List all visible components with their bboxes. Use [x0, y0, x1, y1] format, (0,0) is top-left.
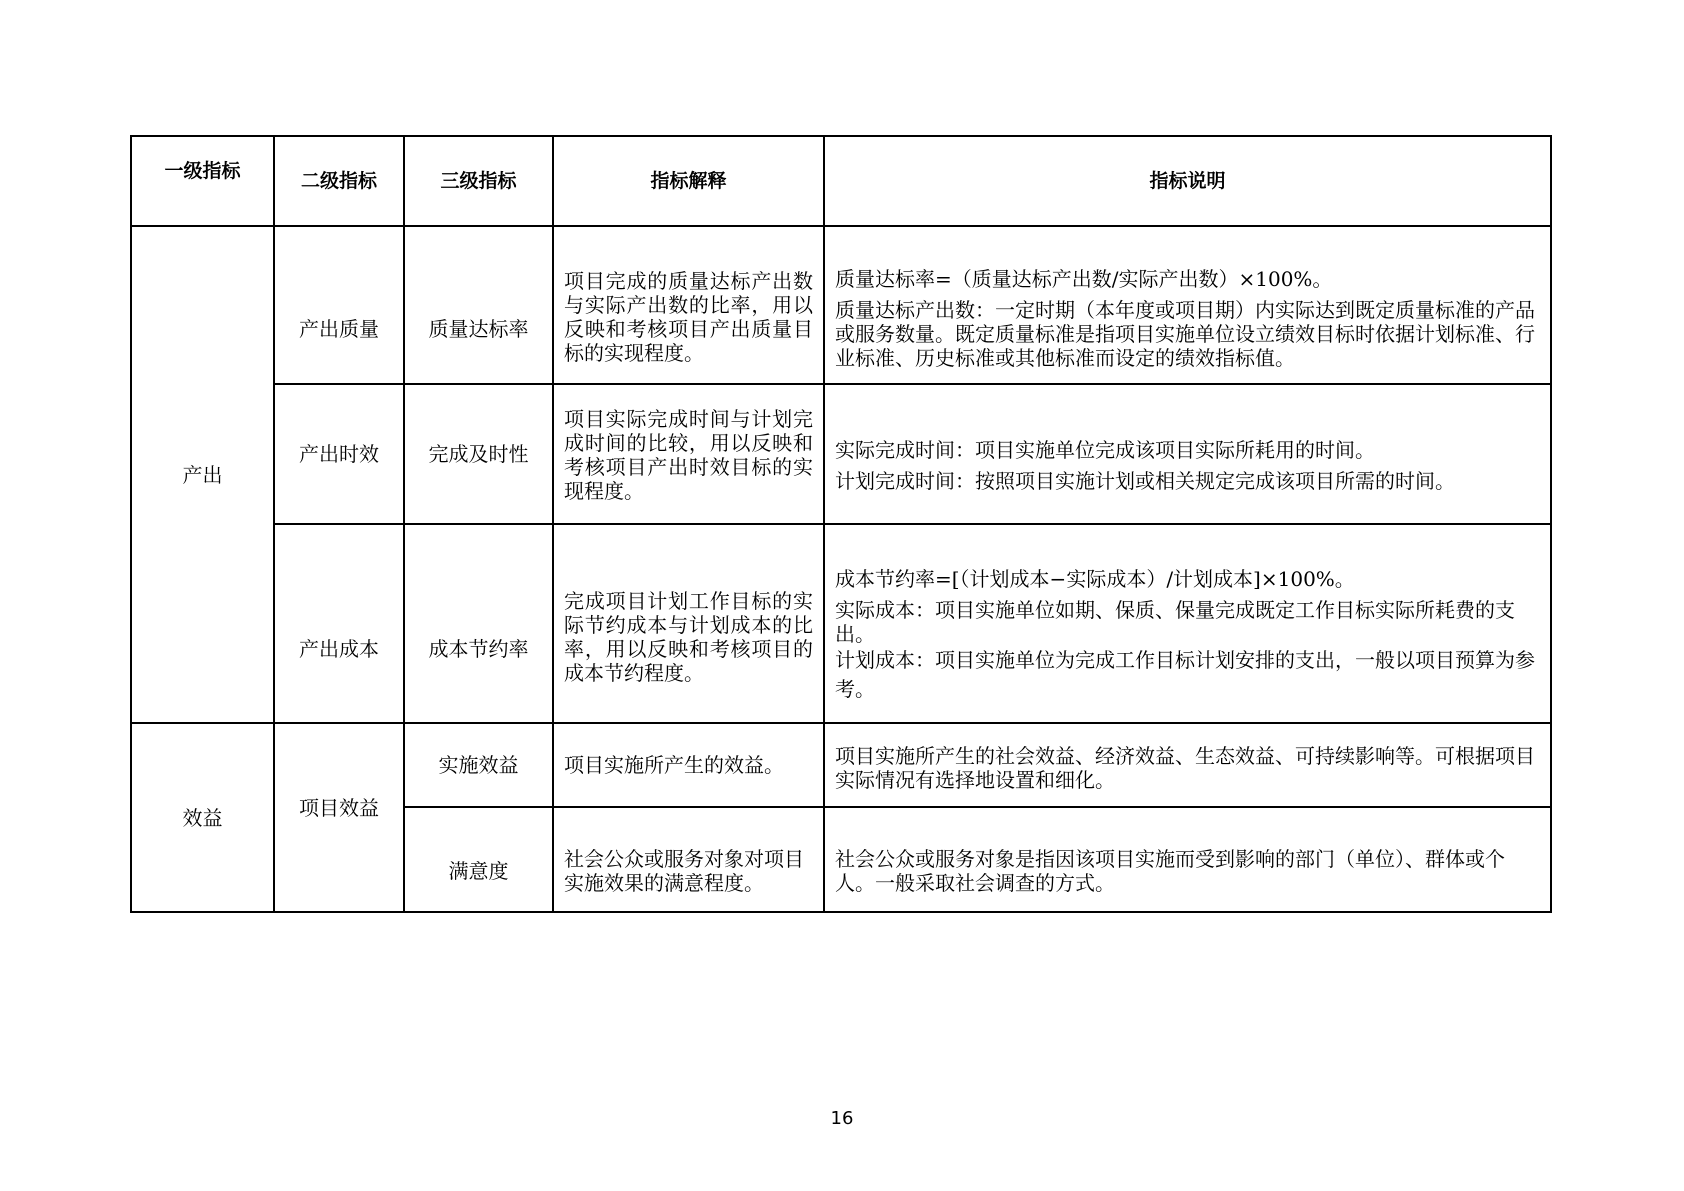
page-number: 16 [830, 1108, 854, 1129]
level3-label: 满意度 [448, 858, 509, 883]
header-level3: 三级指标 [404, 136, 553, 226]
note-line: 实际完成时间：项目实施单位完成该项目实际所耗用的时间。 [835, 437, 1375, 462]
level2-cell [274, 524, 404, 723]
level2-label: 产出质量 [299, 317, 379, 341]
header-notes: 指标说明 [824, 136, 1551, 226]
explanation-cell [553, 384, 824, 524]
note-line: 计划完成时间：按照项目实施计划或相关规定完成该项目所需的时间。 [835, 468, 1455, 493]
note-line: 成本节约率=[（计划成本−实际成本）/计划成本]×100%。 [835, 567, 1355, 591]
table-row [131, 226, 1551, 384]
level2-cell [274, 723, 404, 912]
indicator-table [130, 135, 1552, 913]
level2-cell [274, 226, 404, 384]
table-row [131, 524, 1551, 723]
note-line: 项目实施所产生的社会效益、经济效益、生态效益、可持续影响等。可根据项目实际情况有选择地设置和细化。 [835, 744, 1535, 792]
level1-cell [131, 226, 274, 723]
note-line: 质量达标产出数：一定时期（本年度或项目期）内实际达到既定质量标准的产品或服务数量。既定质量标准是指项目实施单位设立绩效目标时依据计划标准、行业标准、历史标准或其他标准而设定的绩效指标值。 [835, 297, 1535, 370]
level3-cell [404, 723, 553, 807]
level1-cell [131, 723, 274, 912]
notes-cell [824, 226, 1551, 384]
level3-label: 实施效益 [438, 753, 519, 777]
level3-cell [404, 807, 553, 912]
level3-label: 质量达标率 [428, 317, 529, 341]
level3-cell [404, 226, 553, 384]
explanation-cell [553, 807, 824, 912]
level2-label: 项目效益 [299, 795, 379, 820]
explanation-text: 项目实施所产生的效益。 [564, 753, 784, 777]
header-explanation: 指标解释 [553, 136, 824, 226]
level1-label: 产出 [182, 462, 223, 487]
level3-cell [404, 524, 553, 723]
level2-label: 产出成本 [299, 636, 379, 661]
header-level1: 一级指标 [131, 136, 274, 226]
explanation-text: 项目实际完成时间与计划完成时间的比较，用以反映和考核项目产出时效目标的实现程度。 [564, 407, 813, 503]
note-line: 计划成本：项目实施单位为完成工作目标计划安排的支出，一般以项目预算为参考。 [835, 648, 1535, 701]
explanation-text: 项目完成的质量达标产出数与实际产出数的比率，用以反映和考核项目产出质量目标的实现程度。 [564, 269, 813, 365]
note-line: 实际成本：项目实施单位如期、保质、保量完成既定工作目标实际所耗费的支出。 [835, 598, 1515, 646]
level2-label: 产出时效 [299, 442, 379, 466]
header-level2: 二级指标 [274, 136, 404, 226]
explanation-text: 社会公众或服务对象对项目实施效果的满意程度。 [564, 846, 804, 895]
explanation-cell [553, 524, 824, 723]
level3-label: 成本节约率 [428, 636, 529, 661]
notes-cell [824, 384, 1551, 524]
table-header-row [131, 136, 1551, 226]
table-row [131, 723, 1551, 807]
explanation-cell [553, 226, 824, 384]
level1-label: 效益 [182, 805, 223, 830]
explanation-cell [553, 723, 824, 807]
table-row [131, 384, 1551, 524]
level3-label: 完成及时性 [428, 442, 529, 466]
level2-cell [274, 384, 404, 524]
notes-cell [824, 723, 1551, 807]
note-line: 社会公众或服务对象是指因该项目实施而受到影响的部门（单位）、群体或个人。一般采取社会调查的方式。 [835, 846, 1505, 895]
notes-cell [824, 524, 1551, 723]
explanation-text: 完成项目计划工作目标的实际节约成本与计划成本的比率，用以反映和考核项目的成本节约程度。 [564, 588, 813, 685]
note-line: 质量达标率=（质量达标产出数/实际产出数）×100%。 [835, 266, 1333, 291]
level3-cell [404, 384, 553, 524]
notes-cell [824, 807, 1551, 912]
